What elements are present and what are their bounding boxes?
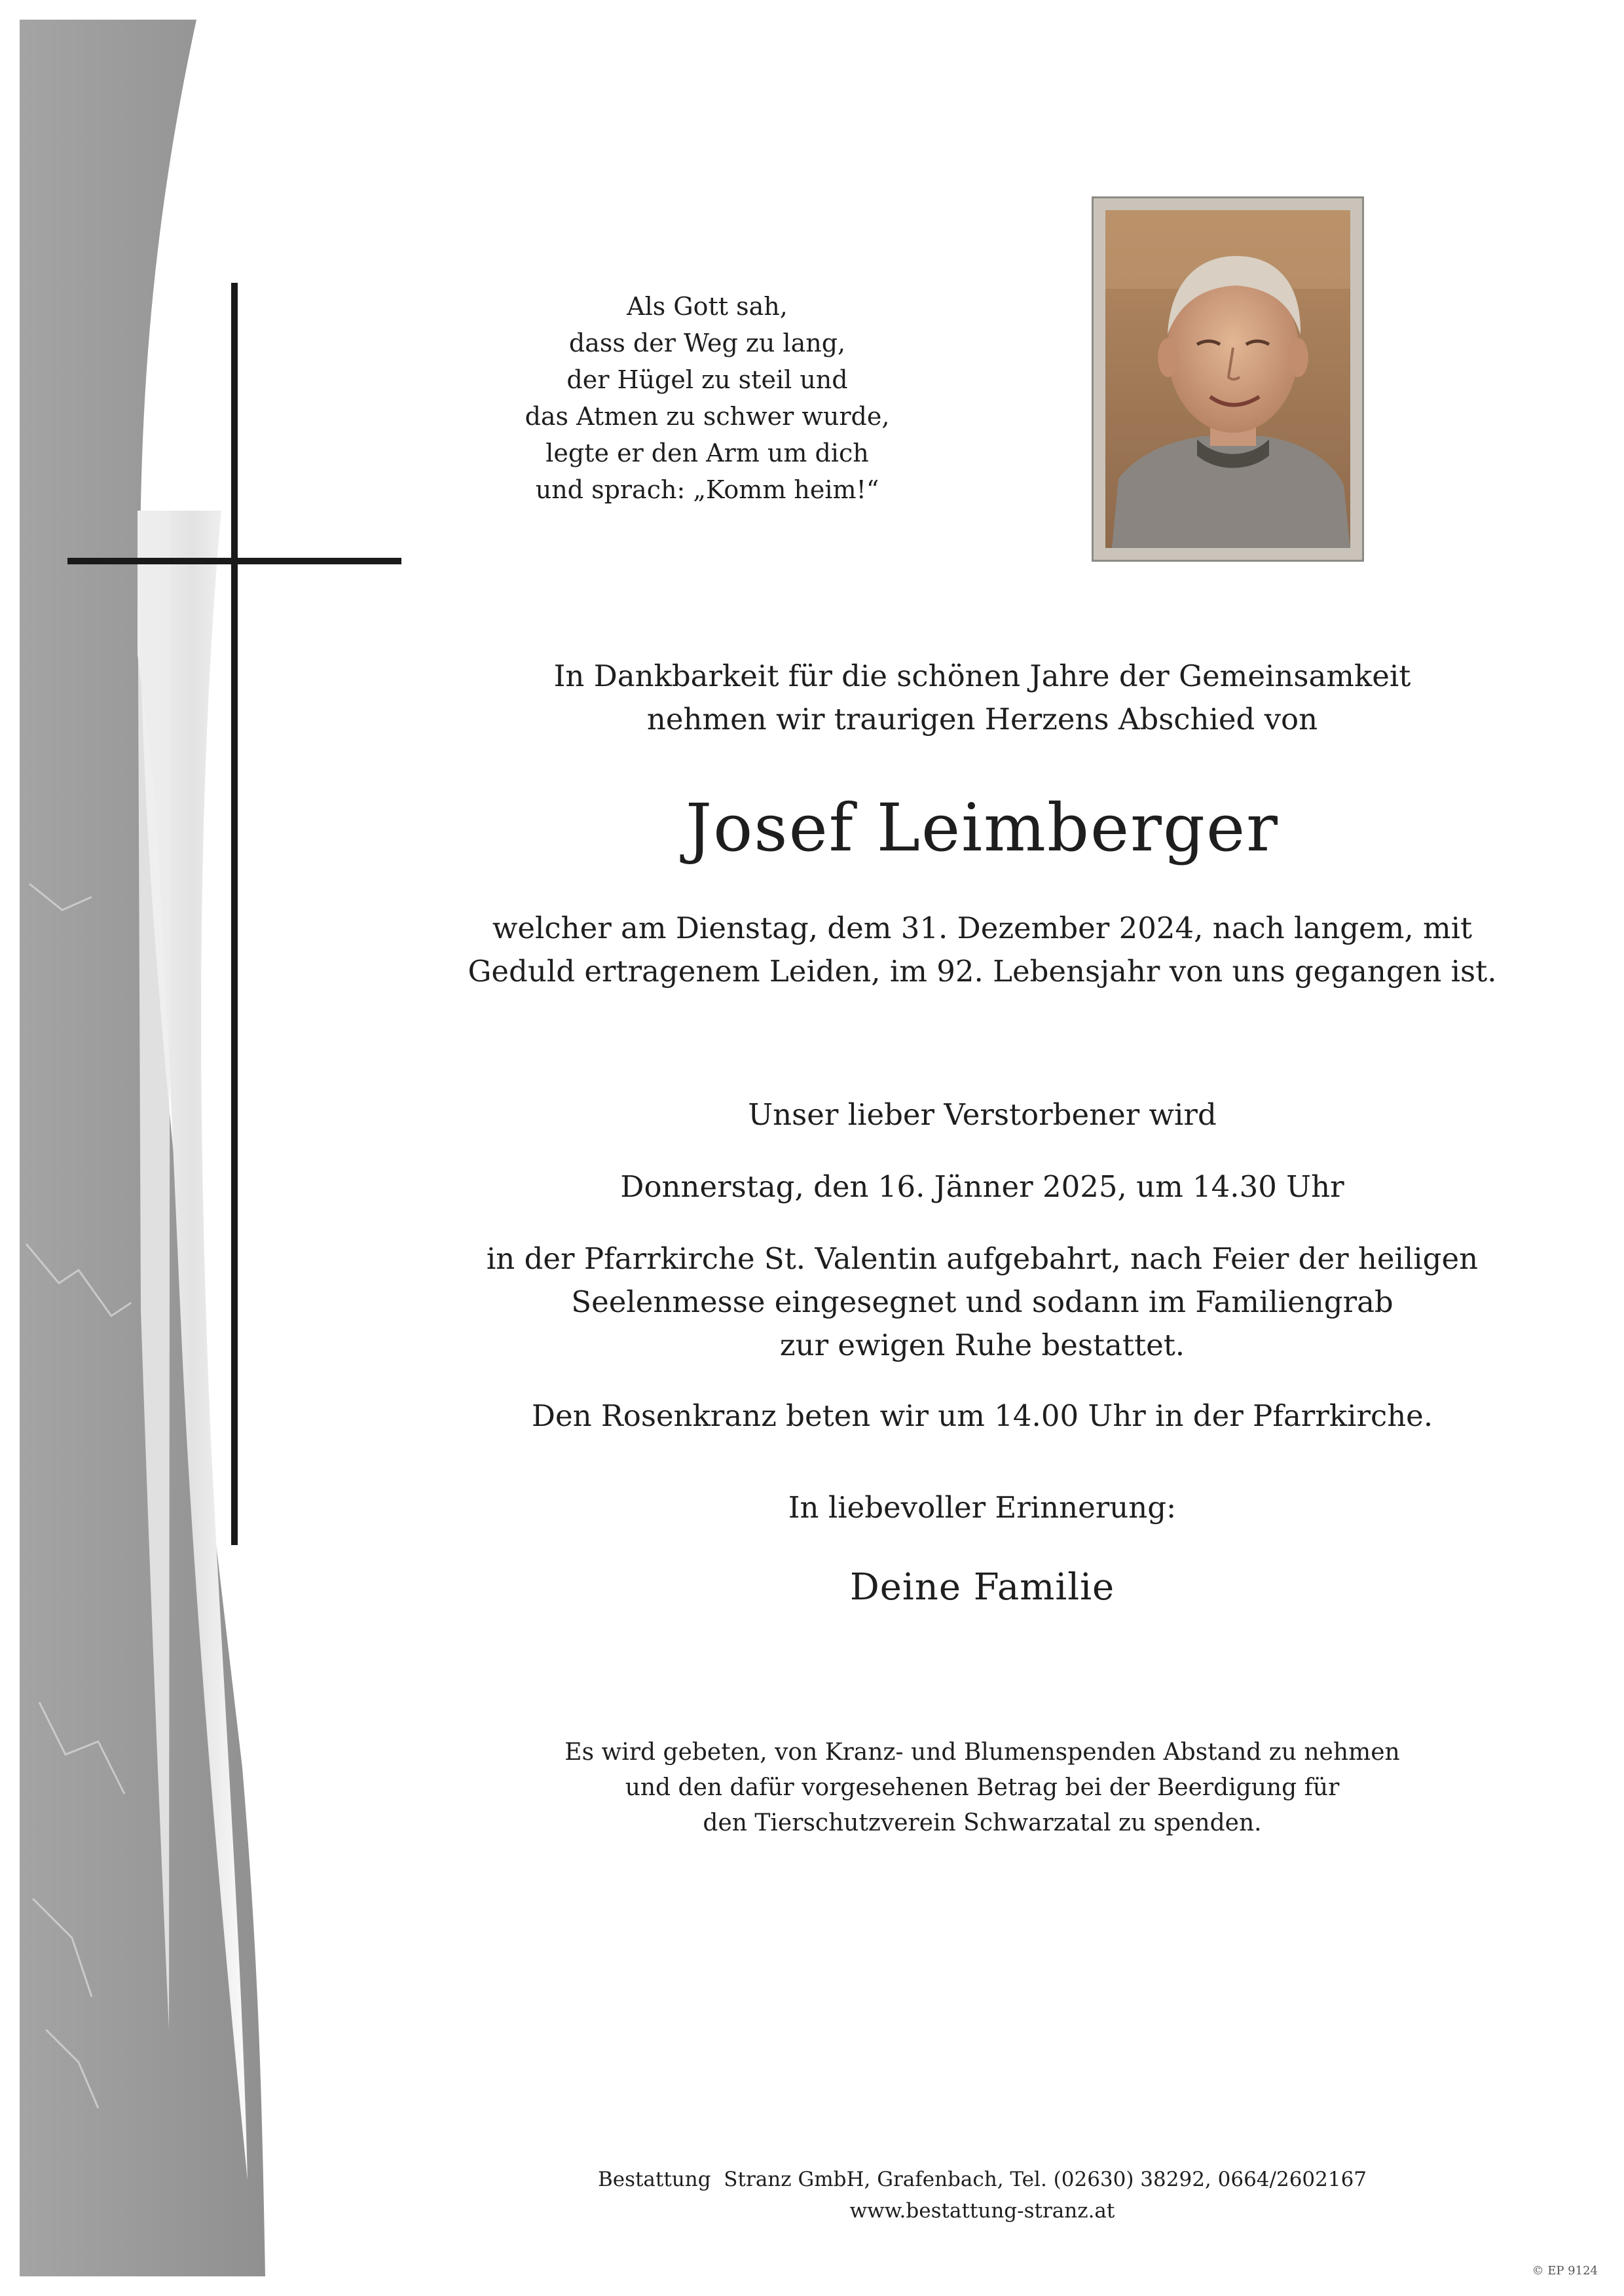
- death-details: [367, 907, 1598, 993]
- print-code: © EP 9124: [1532, 2264, 1598, 2278]
- ceremony-line: in der Pfarrkirche St. Valentin aufgebahrt, nach Feier der heiligen: [486, 1241, 1479, 1276]
- poem-line: der Hügel zu steil und: [566, 365, 848, 394]
- rosary-note: Den Rosenkranz beten wir um 14.00 Uhr in der Pfarrkirche.: [531, 1398, 1433, 1433]
- farewell-intro: [367, 655, 1598, 741]
- viewing-date: Donnerstag, den 16. Jänner 2025, um 14.30 Uhr: [620, 1169, 1344, 1204]
- donation-note: [367, 1735, 1598, 1841]
- ceremony-line: zur ewigen Ruhe bestattet.: [779, 1328, 1185, 1362]
- donation-line: den Tierschutzverein Schwarzatal zu spenden.: [703, 1810, 1262, 1836]
- portrait-frame: [1092, 196, 1364, 562]
- intro-line: In Dankbarkeit für die schönen Jahre der Gemeinsamkeit: [553, 659, 1411, 693]
- details-line: Geduld ertragenem Leiden, im 92. Lebensjahr von uns gegangen ist.: [468, 954, 1497, 989]
- intro-line: nehmen wir traurigen Herzens Abschied von: [646, 702, 1318, 737]
- family-signature: Deine Familie: [849, 1566, 1115, 1609]
- cross-vertical-bar: [231, 283, 238, 1545]
- portrait-photo: [1105, 210, 1350, 548]
- cross-horizontal-bar: [67, 558, 401, 564]
- poem-line: Als Gott sah,: [627, 292, 788, 321]
- donation-line: und den dafür vorgesehenen Betrag bei der Beerdigung für: [625, 1774, 1340, 1801]
- footer-website: www.bestattung-stranz.at: [849, 2199, 1115, 2223]
- ceremony-details: [367, 1237, 1598, 1367]
- poem-line: dass der Weg zu lang,: [568, 329, 846, 357]
- footer-company: Bestattung Stranz GmbH, Grafenbach, Tel. (02630) 38292, 0664/2602167: [597, 2168, 1367, 2191]
- memorial-poem: [524, 288, 891, 508]
- remembrance-line: In liebevoller Erinnerung:: [788, 1490, 1177, 1525]
- poem-line: das Atmen zu schwer wurde,: [525, 402, 890, 431]
- poem-line: legte er den Arm um dich: [545, 439, 869, 467]
- details-line: welcher am Dienstag, dem 31. Dezember 2024, nach langem, mit: [492, 911, 1473, 945]
- poem-line: und sprach: „Komm heim!“: [535, 475, 879, 504]
- donation-line: Es wird gebeten, von Kranz- und Blumenspenden Abstand zu nehmen: [564, 1739, 1400, 1766]
- funeral-home-footer: [367, 2164, 1598, 2227]
- ceremony-line: Seelenmesse eingesegnet und sodann im Familiengrab: [571, 1285, 1393, 1319]
- deceased-name: Josef Leimberger: [686, 790, 1279, 866]
- viewing-intro: Unser lieber Verstorbener wird: [748, 1097, 1217, 1132]
